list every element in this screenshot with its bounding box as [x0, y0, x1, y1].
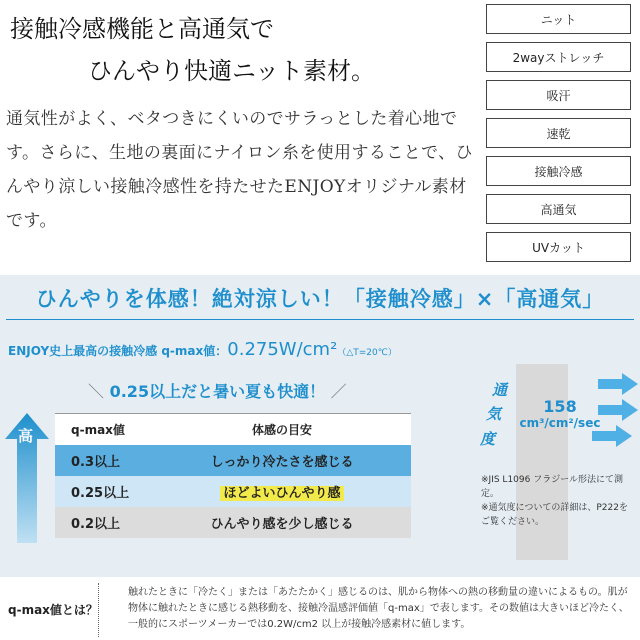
- headline: [10, 8, 375, 92]
- airflow-char-3: 度: [480, 430, 496, 448]
- qmax-table: [55, 413, 411, 538]
- row-qmax: 0.3以上: [71, 455, 121, 470]
- qmax-condition: （△T=20℃）: [337, 348, 397, 358]
- feature-list: [486, 4, 631, 270]
- feature-tag-stretch: 2wayストレッチ: [486, 42, 631, 72]
- arrow-label: 高: [18, 427, 34, 445]
- table-row: [55, 476, 411, 507]
- banner-divider: [6, 319, 634, 320]
- note-jis: ※JIS L1096 フラジール形法にて測定。: [481, 475, 624, 499]
- airflow-char-2: 気: [486, 405, 502, 423]
- feature-tag-knit: ニット: [486, 4, 631, 34]
- feature-tag-cool-touch: 接触冷感: [486, 156, 631, 186]
- feature-tag-quickdry: 速乾: [486, 118, 631, 148]
- headline-line-1: 接触冷感機能と高通気で: [10, 15, 274, 43]
- note-reference: ※通気度についての詳細は、P222をご覧ください。: [481, 503, 628, 527]
- row-feel: ひんやり感を少し感じる: [210, 517, 354, 532]
- header-qmax: q-max値: [71, 423, 125, 437]
- feature-tag-absorb: 吸汗: [486, 80, 631, 110]
- subtitle-text: 0.25以上だと暑い夏も快適！: [109, 382, 326, 401]
- subtitle-left-mark: ＼: [88, 382, 105, 401]
- table-header: [55, 414, 411, 445]
- definition-label: q-max値とは？: [8, 603, 98, 617]
- qmax-definition: [0, 577, 640, 640]
- feature-tag-breathable: 高通気: [486, 194, 631, 224]
- qmax-statement: [8, 339, 397, 360]
- row-qmax: 0.25以上: [71, 486, 130, 501]
- row-feel: しっかり冷たさを感じる: [210, 455, 354, 470]
- subtitle-right-mark: ／: [330, 382, 347, 401]
- cooling-info-panel: [0, 275, 640, 640]
- table-row: [55, 507, 411, 538]
- airflow-unit: cm³/cm²/sec: [519, 416, 601, 430]
- row-feel-highlight: ほどよいひんやり感: [220, 486, 343, 501]
- table-row: [55, 445, 411, 476]
- definition-text: 触れたときに「冷たく」または「あたたかく」感じるのは、肌から物体への熱の移動量の違いによるもの。肌が物体に触れたときに感じる熱移動を、接触冷温感評価値「q-max」で表します。その数値は大きいほど冷たく、一般的にスポーツメーカーでは0.2W/cm2 以上が接触冷感素材に値します。: [128, 587, 629, 630]
- row-feel: [153, 482, 411, 501]
- qmax-value: 0.275W/cm²: [227, 339, 338, 360]
- headline-line-2: ひんやり快適ニット素材。: [88, 57, 376, 85]
- airflow-number: 158: [543, 397, 577, 416]
- definition-divider: [98, 583, 99, 637]
- air-arrow-icon: [598, 373, 638, 395]
- row-qmax: 0.2以上: [71, 517, 121, 532]
- airflow-char-1: 通: [492, 381, 508, 399]
- airflow-fabric-box: [516, 364, 568, 560]
- banner-title: ひんやりを体感！絶対涼しい！「接触冷感」×「高通気」: [35, 287, 605, 311]
- header-feel: 体感の目安: [251, 423, 312, 437]
- feature-tag-uv-cut: UVカット: [486, 232, 631, 262]
- airflow-value: [510, 397, 610, 430]
- comfort-subtitle: [88, 379, 347, 402]
- qmax-label: ENJOY史上最高の接触冷感 q-max値：: [8, 344, 228, 358]
- description-text: 通気性がよく、ベタつきにくいのでサラっとした着心地です。さらに、生地の裏面にナイロン糸を使用することで、ひんやり涼しい接触冷感性を持たせたENJOYオリジナル素材です。: [6, 109, 473, 231]
